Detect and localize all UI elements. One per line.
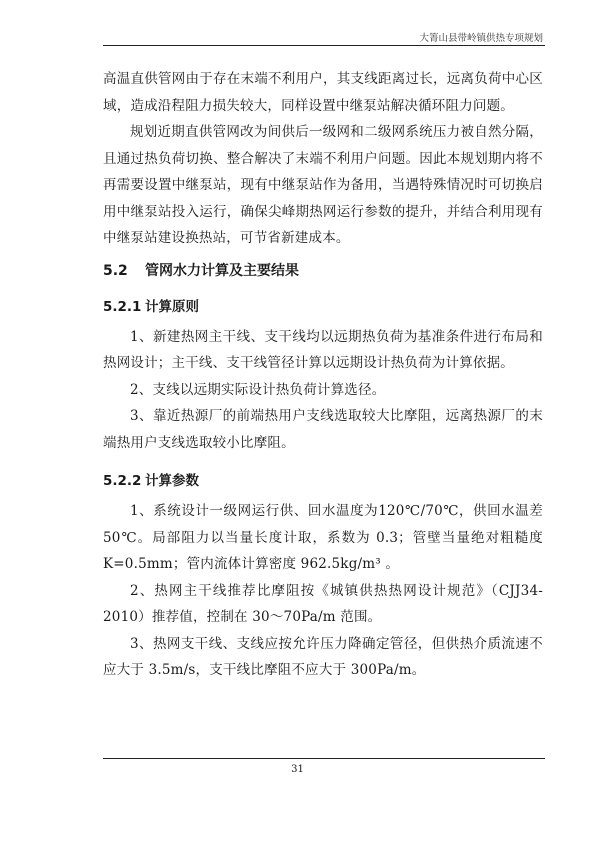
section-heading: [103, 258, 543, 284]
running-header: 大箐山县带岭镇供热专项规划: [419, 33, 543, 44]
subsection-heading: [103, 468, 543, 494]
subsection-title: 计算原则: [145, 298, 199, 315]
list-item: 2、热网主干线推荐比摩阻按《城镇供热热网设计规范》（CJJ34-2010）推荐值，控制在 30～70Pa/m 范围。: [103, 582, 543, 625]
list-item: 3、热网支干线、支线应按允许压力降确定管径，但供热介质流速不应大于 3.5m/s，支干线比摩阻不应大于 300Pa/m。: [103, 635, 543, 678]
section-title: 管网水力计算及主要结果: [145, 262, 299, 279]
subsection-heading: [103, 294, 543, 320]
section-number: 5.2: [103, 262, 128, 279]
paragraph: 高温直供管网由于存在末端不利用户，其支线距离过长，远离负荷中心区域，造成沿程阻力损失较大，同样设置中继泵站解决循环阻力问题。: [103, 71, 543, 114]
footer-divider: [103, 758, 545, 759]
list-item: 1、系统设计一级网运行供、回水温度为120℃/70℃，供回水温差 50℃。局部阻力以当量长度计取，系数为 0.3；管壁当量绝对粗糙度 K=0.5mm；管内流体计算密度 962.5kg/m³ 。: [103, 503, 543, 572]
header-divider: [103, 45, 545, 46]
page-number: 31: [291, 764, 304, 775]
list-item: 1、新建热网主干线、支干线均以远期热负荷为基准条件进行布局和热网设计；主干线、支干线管径计算以远期设计热负荷为计算依据。: [103, 328, 543, 371]
page-body: [103, 66, 543, 684]
subsection-number: 5.2.1: [103, 298, 142, 315]
subsection-number: 5.2.2: [103, 473, 142, 489]
list-item: 3、靠近热源厂的前端热用户支线选取较大比摩阻，远离热源厂的末端热用户支线选取较小比摩阻。: [103, 408, 543, 451]
paragraph: 规划近期直供管网改为间供后一级网和二级网系统压力被自然分隔，且通过热负荷切换、整合解决了末端不利用户问题。因此本规划期内将不再需要设置中继泵站，现有中继泵站作为备用，当遇特殊情况时可切换启用中继泵站投入运行，确保尖峰期热网运行参数的提升，并结合利用现有中继泵站建设换热站，可节省新建成本。: [103, 124, 543, 246]
subsection-title: 计算参数: [145, 473, 199, 489]
list-item: 2、支线以远期实际设计热负荷计算选径。: [130, 381, 386, 398]
